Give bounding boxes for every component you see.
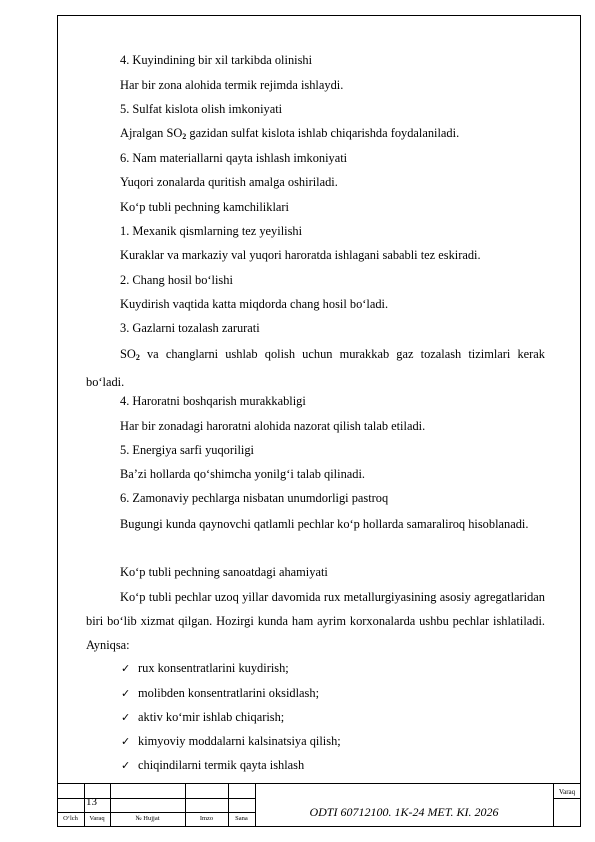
list-item <box>121 686 319 701</box>
text-line: 5. Energiya sarfi yuqoriligi <box>120 443 254 457</box>
text-line: Yuqori zonalarda quritish amalga oshiriladi. <box>120 175 338 189</box>
paragraph-ahamiyat <box>86 585 545 657</box>
list-item-text: molibden konsentratlarini oksidlash; <box>138 686 320 700</box>
text-line: Har bir zona alohida termik rejimda ishlaydi. <box>120 78 344 92</box>
list-item-text: kimyoviy moddalarni kalsinatsiya qilish; <box>138 734 341 748</box>
text-line: 4. Kuyindining bir xil tarkibda olinishi <box>120 53 313 67</box>
col-label-imzo: Imzo <box>199 815 214 822</box>
text-line-so2 <box>120 126 459 144</box>
so2-subscript: 2 <box>135 353 140 362</box>
paragraph-text: Bugungi kunda qaynovchi qatlamli pechlar ko‘p hollarda samaraliroq hisoblanadi. <box>120 517 529 531</box>
col-label-varaq: Varaq <box>89 815 105 822</box>
col-label-hujjat: № Hujjat <box>135 815 160 822</box>
text-line: 5. Sulfat kislota olish imkoniyati <box>120 102 283 116</box>
paragraph-so2 <box>86 342 545 394</box>
list-item <box>121 710 284 725</box>
so2-subscript: 2 <box>182 132 187 141</box>
list-item-text: rux konsentratlarini kuydirish; <box>138 661 289 675</box>
check-icon: ✓ <box>121 735 131 748</box>
paragraph-text: va changlarni ushlab qolish uchun murakkab gaz tozalash tizimlari kerak bo‘ladi. <box>86 347 545 389</box>
text-line: Har bir zonadagi haroratni alohida nazorat qilish talab etiladi. <box>120 419 426 433</box>
so2-rest: gazidan sulfat kislota ishlab chiqarishda foydalaniladi. <box>189 126 460 140</box>
page-number: 13 <box>86 796 97 808</box>
check-icon: ✓ <box>121 662 131 675</box>
list-item-text: aktiv ko‘mir ishlab chiqarish; <box>138 710 285 724</box>
text-line: Kuraklar va markaziy val yuqori haroratda ishlagani sababli tez eskiradi. <box>120 248 481 262</box>
col-label-olch: O‘lch <box>63 815 78 822</box>
section-heading: Ko‘p tubli pechning sanoatdagi ahamiyati <box>120 565 328 579</box>
section-heading: Ko‘p tubli pechning kamchiliklari <box>120 200 289 214</box>
paragraph-bugungi <box>86 512 545 536</box>
col-label-sana: Sana <box>235 815 248 822</box>
paragraph-text: Ko‘p tubli pechlar uzoq yillar davomida rux metallurgiyasining asosiy agregatlaridan biri bo‘lib xizmat qilgan. Hozirgi kunda ham ayrim korxonalarda ushbu pechlar ishlatiladi. Ayniqsa: <box>86 590 545 652</box>
so2-label: SO <box>120 347 136 361</box>
text-line: 6. Zamonaviy pechlarga nisbatan unumdorligi pastroq <box>120 491 389 505</box>
text-line: 4. Haroratni boshqarish murakkabligi <box>120 394 306 408</box>
list-item <box>121 661 289 676</box>
document-code: ODTI 60712100. 1K-24 MET. KI. 2026 <box>309 805 499 819</box>
list-item-text: chiqindilarni termik qayta ishlash <box>138 758 305 772</box>
check-icon: ✓ <box>121 687 131 700</box>
text-line: 6. Nam materiallarni qayta ishlash imkoniyati <box>120 151 348 165</box>
text-line: 2. Chang hosil bo‘lishi <box>120 273 233 287</box>
text-line: 1. Mexanik qismlarning tez yeyilishi <box>120 224 303 238</box>
text-line: 3. Gazlarni tozalash zarurati <box>120 321 260 335</box>
text-line: Ba’zi hollarda qo‘shimcha yonilg‘i talab qilinadi. <box>120 467 365 481</box>
check-icon: ✓ <box>121 759 131 772</box>
text-line: Kuydirish vaqtida katta miqdorda chang hosil bo‘ladi. <box>120 297 389 311</box>
varaq-label: Varaq <box>558 788 576 796</box>
list-item <box>121 758 304 773</box>
list-item <box>121 734 341 749</box>
so2-prefix: Ajralgan SO <box>120 126 183 140</box>
check-icon: ✓ <box>121 711 131 724</box>
